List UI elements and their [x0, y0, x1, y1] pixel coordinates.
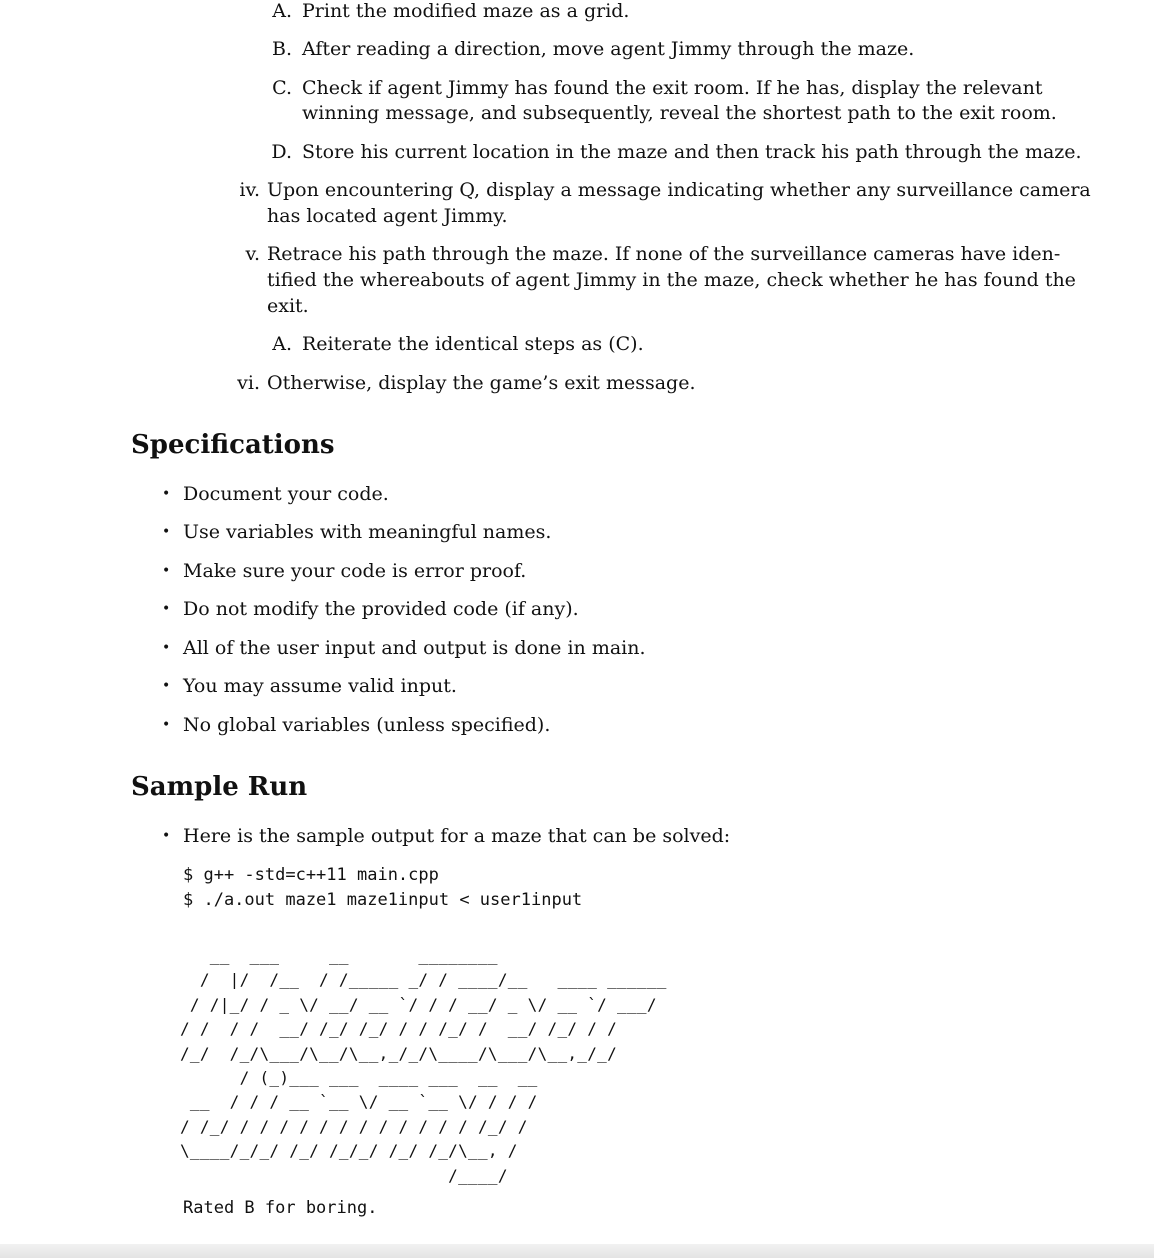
spec-item: Make sure your code is error proof.	[183, 560, 527, 582]
step-label-a2: A.	[272, 333, 292, 355]
step-label-b: B.	[271, 38, 292, 60]
bullet-icon: •	[162, 717, 171, 733]
spec-item: Do not modify the provided code (if any).	[183, 598, 579, 620]
specifications-heading: Specifications	[131, 430, 335, 460]
bullet-icon: •	[162, 640, 171, 656]
step-label-c: C.	[272, 77, 292, 99]
item-text-v-line1: Retrace his path through the maze. If none of the surveillance cameras have iden-	[267, 243, 1061, 265]
step-label-a: A.	[272, 0, 292, 22]
sample-run-intro: Here is the sample output for a maze that can be solved:	[183, 825, 731, 847]
bullet-icon: •	[162, 486, 171, 502]
spec-item: No global variables (unless specified).	[183, 714, 551, 736]
step-text-b: After reading a direction, move agent Jimmy through the maze.	[302, 38, 915, 60]
step-text-a2: Reiterate the identical steps as (C).	[302, 333, 644, 355]
bullet-icon: •	[162, 601, 171, 617]
spec-item: You may assume valid input.	[183, 675, 457, 697]
step-text-c-line2: winning message, and subsequently, reveal the shortest path to the exit room.	[302, 102, 1057, 124]
ascii-art-banner: __ ___ __ ________ / |/ /__ / /_____ _/ / ____/__ ____ ______ / /|_/ / _ \/ __/ __ `/ / / __/ _ \/ __ `/ ___/ / / / / __/ /_/ /_/ / / /_/ / __/ /_/ / / /_/ /_/\___/\__/\__,_/_/\____/\___/\__,_/_/ / (_)___ ___ ____ ___ __ __ __ / / / __ `__ \/ __ `__ \/ / / / / /_/ / / / / / / / / / / / / /_/ / \____/_/_/ /_/ /_/_/ /_/ /_/\__, / /____/	[180, 946, 667, 1185]
item-text-iv-line1: Upon encountering Q, display a message indicating whether any surveillance camera	[267, 179, 1091, 201]
spec-item: Use variables with meaningful names.	[183, 521, 552, 543]
bullet-icon: •	[162, 828, 171, 844]
viewer-bottom-edge	[0, 1244, 1154, 1258]
command-line: $ g++ -std=c++11 main.cpp	[183, 865, 439, 885]
bullet-icon: •	[162, 524, 171, 540]
spec-item: All of the user input and output is done in main.	[183, 637, 646, 659]
step-text-a: Print the modified maze as a grid.	[302, 0, 630, 22]
item-label-iv: iv.	[239, 179, 260, 201]
item-label-vi: vi.	[237, 372, 260, 394]
command-line: $ ./a.out maze1 maze1input < user1input	[183, 890, 583, 910]
spec-item: Document your code.	[183, 483, 389, 505]
sample-run-heading: Sample Run	[131, 772, 308, 802]
item-label-v: v.	[245, 243, 260, 265]
output-footer: Rated B for boring.	[183, 1198, 378, 1218]
bullet-icon: •	[162, 678, 171, 694]
item-text-vi: Otherwise, display the game’s exit message.	[267, 372, 696, 394]
step-label-d: D.	[271, 141, 292, 163]
bullet-icon: •	[162, 563, 171, 579]
step-text-d: Store his current location in the maze and then track his path through the maze.	[302, 141, 1082, 163]
item-text-v-line2: tified the whereabouts of agent Jimmy in the maze, check whether he has found the	[267, 269, 1076, 291]
step-text-c-line1: Check if agent Jimmy has found the exit room. If he has, display the relevant	[302, 77, 1043, 99]
item-text-iv-line2: has located agent Jimmy.	[267, 205, 508, 227]
item-text-v-line3: exit.	[267, 295, 309, 317]
